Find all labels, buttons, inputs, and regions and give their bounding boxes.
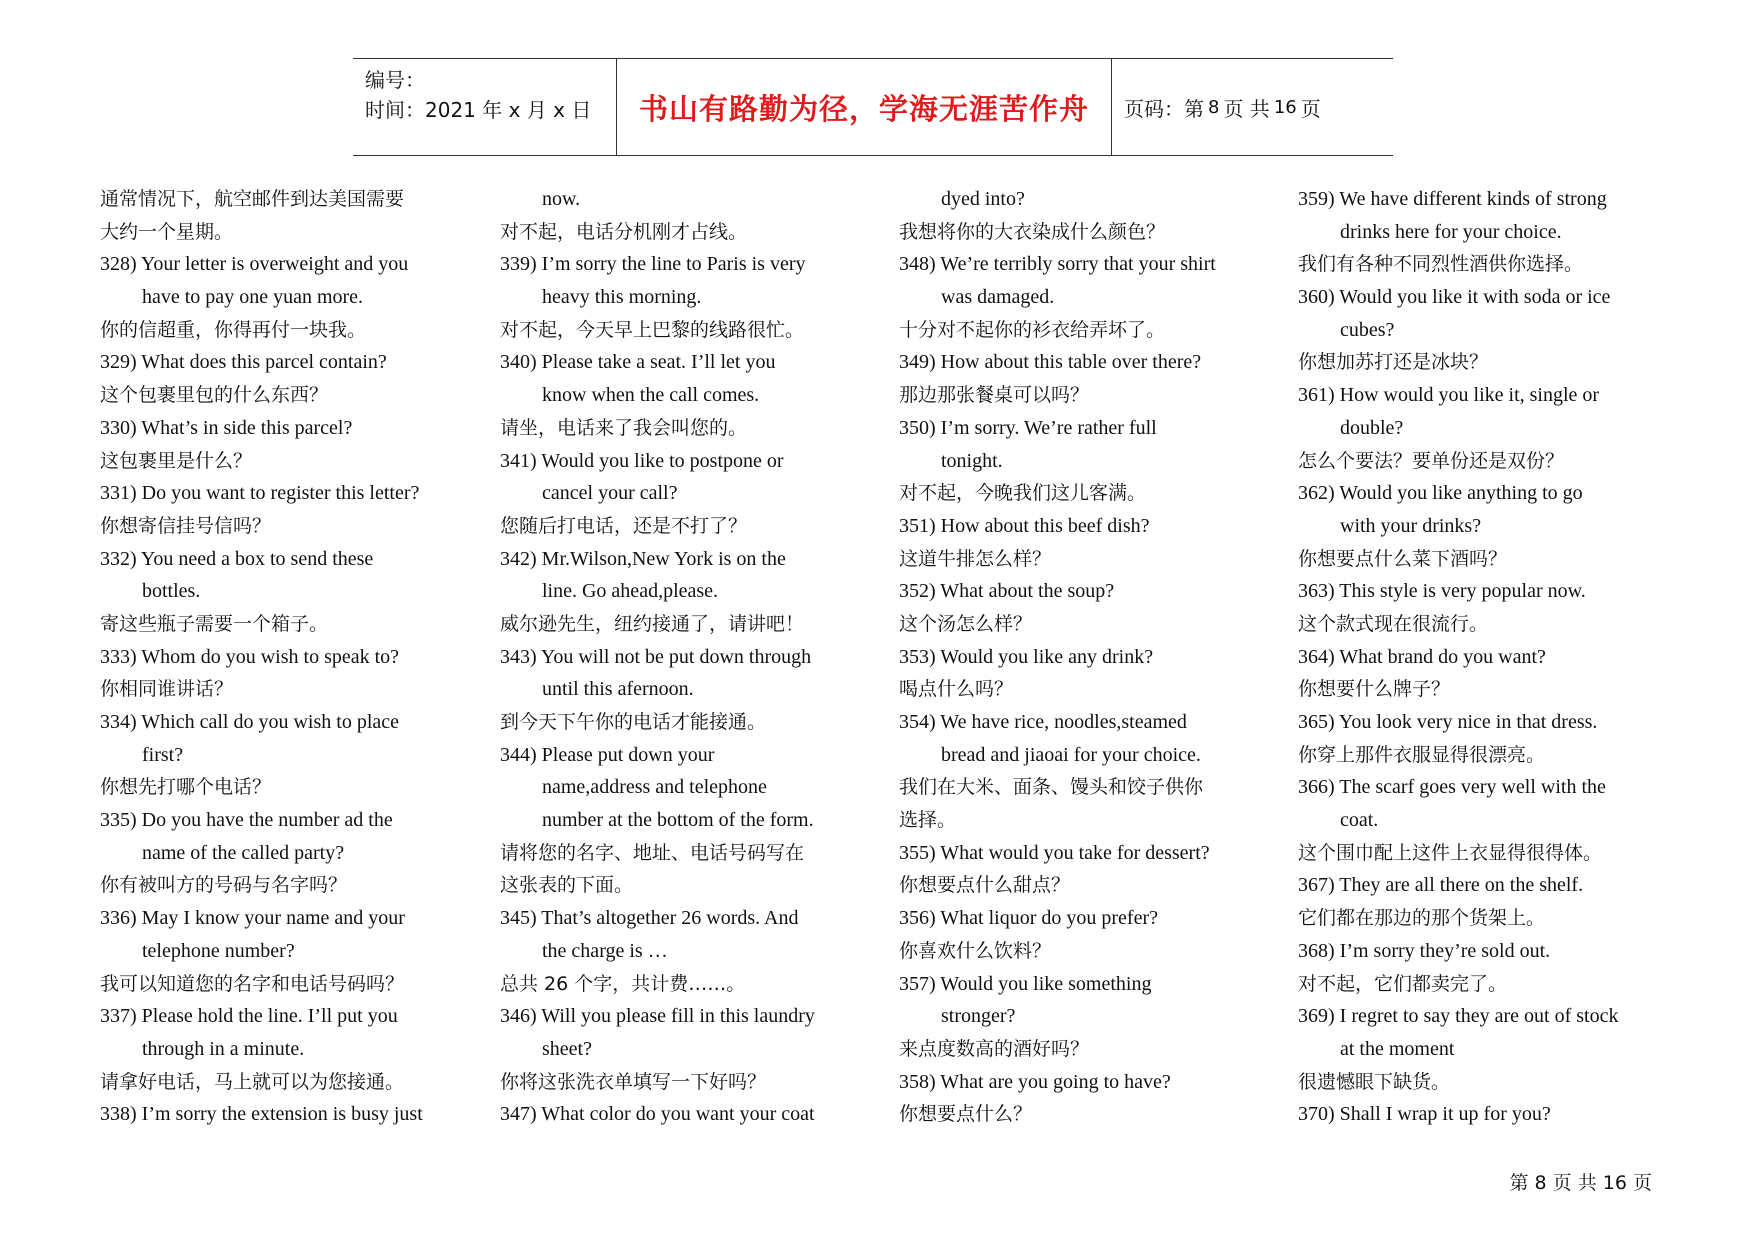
- english-sentence-line: 356) What liquor do you prefer?: [899, 907, 1158, 930]
- chinese-translation-line: 那边那张餐桌可以吗？: [899, 384, 1090, 407]
- page-prefix: 页码：第: [1124, 96, 1204, 121]
- english-sentence-line: 354) We have rice, noodles,steamed: [899, 711, 1187, 733]
- chinese-translation-line: 喝点什么吗？: [899, 678, 1014, 701]
- english-sentence-line: 349) How about this table over there?: [899, 351, 1202, 374]
- chinese-translation-line: 你想要点什么甜点？: [899, 874, 1071, 897]
- chinese-translation-line: 我们在大米、面条、馒头和饺子供你: [899, 776, 1204, 799]
- english-sentence-line: 362) Would you like anything to go: [1298, 482, 1583, 505]
- english-sentence-line: name,address and telephone: [542, 776, 767, 799]
- english-sentence-line: coat.: [1340, 809, 1379, 832]
- header-meta: [353, 59, 617, 155]
- english-sentence-line: have to pay one yuan more.: [142, 286, 364, 309]
- english-sentence-line: 351) How about this beef dish?: [899, 514, 1150, 537]
- page-total: 16: [1273, 96, 1297, 118]
- english-sentence-line: cancel your call?: [542, 482, 678, 505]
- chinese-translation-line: 你想寄信挂号信吗？: [100, 514, 272, 537]
- english-sentence-line: the charge is …: [542, 939, 668, 962]
- header-page-indicator: [1112, 59, 1393, 155]
- english-sentence-line: 358) What are you going to have?: [899, 1070, 1171, 1093]
- chinese-translation-line: 这个包裹里包的什么东西？: [100, 384, 329, 407]
- chinese-translation-line: 你穿上那件衣服显得很漂亮。: [1298, 743, 1546, 766]
- chinese-translation-line: 威尔逊先生，纽约接通了，请讲吧！: [500, 612, 805, 635]
- english-sentence-line: 334) Which call do you wish to place: [100, 711, 400, 733]
- chinese-translation-line: 寄这些瓶子需要一个箱子。: [100, 612, 329, 635]
- english-sentence-line: know when the call comes.: [542, 384, 760, 407]
- chinese-translation-line: 这包裹里是什么？: [100, 449, 253, 472]
- english-sentence-line: 343) You will not be put down through: [500, 645, 812, 668]
- english-sentence-line: 344) Please put down your: [500, 743, 715, 766]
- english-sentence-line: cubes?: [1340, 318, 1395, 341]
- english-sentence-line: 369) I regret to say they are out of stock: [1298, 1005, 1619, 1028]
- chinese-translation-line: 你相同谁讲话？: [100, 678, 234, 701]
- page-mid: 页 共: [1223, 96, 1270, 121]
- english-sentence-line: 328) Your letter is overweight and you: [100, 253, 409, 276]
- chinese-translation-line: 来点度数高的酒好吗？: [899, 1037, 1090, 1060]
- chinese-translation-line: 你喜欢什么饮料？: [899, 939, 1052, 962]
- english-sentence-line: stronger?: [941, 1005, 1016, 1028]
- chinese-translation-line: 你有被叫方的号码与名字吗？: [100, 874, 348, 897]
- english-sentence-line: through in a minute.: [142, 1037, 305, 1060]
- english-sentence-line: 338) I’m sorry the extension is busy just: [100, 1103, 423, 1126]
- chinese-translation-line: 对不起，今晚我们这儿客满。: [899, 482, 1147, 505]
- english-sentence-line: 370) Shall I wrap it up for you?: [1298, 1103, 1551, 1126]
- chinese-translation-line: 选择。: [899, 809, 957, 832]
- chinese-translation-line: 您随后打电话，还是不打了？: [500, 514, 748, 537]
- chinese-translation-line: 通常情况下，航空邮件到达美国需要: [100, 188, 405, 210]
- header-motto: 书山有路勤为径，学海无涯苦作舟: [617, 59, 1112, 155]
- chinese-translation-line: 到今天下午你的电话才能接通。: [500, 711, 767, 733]
- column-3: [899, 183, 1255, 1131]
- english-sentence-line: at the moment: [1340, 1037, 1455, 1060]
- english-sentence-line: 331) Do you want to register this letter?: [100, 482, 420, 505]
- page-current: 8: [1208, 96, 1220, 118]
- english-sentence-line: 350) I’m sorry. We’re rather full: [899, 416, 1157, 439]
- chinese-translation-line: 对不起，它们都卖完了。: [1298, 972, 1508, 995]
- english-sentence-line: 355) What would you take for dessert?: [899, 841, 1210, 864]
- chinese-translation-line: 你想加苏打还是冰块？: [1298, 351, 1489, 374]
- chinese-translation-line: 这个款式现在很流行。: [1298, 612, 1489, 635]
- chinese-translation-line: 你的信超重，你得再付一块我。: [100, 318, 367, 341]
- chinese-translation-line: 我想将你的大衣染成什么颜色？: [899, 220, 1166, 243]
- chinese-translation-line: 请将您的名字、地址、电话号码写在: [500, 841, 805, 864]
- english-sentence-line: number at the bottom of the form.: [542, 809, 814, 832]
- english-sentence-line: 335) Do you have the number ad the: [100, 809, 393, 832]
- chinese-translation-line: 这个汤怎么样？: [899, 612, 1033, 635]
- english-sentence-line: 336) May I know your name and your: [100, 907, 405, 930]
- english-sentence-line: 360) Would you like it with soda or ice: [1298, 286, 1611, 309]
- chinese-translation-line: 大约一个星期。: [100, 220, 234, 243]
- english-sentence-line: 329) What does this parcel contain?: [100, 351, 387, 374]
- footer-suffix: 页: [1632, 1172, 1652, 1194]
- english-sentence-line: 346) Will you please fill in this laundry: [500, 1005, 815, 1028]
- english-sentence-line: 333) Whom do you wish to speak to?: [100, 645, 400, 668]
- english-sentence-line: name of the called party?: [142, 841, 345, 864]
- english-sentence-line: 342) Mr.Wilson,New York is on the: [500, 547, 786, 570]
- english-sentence-line: bottles.: [142, 580, 201, 603]
- chinese-translation-line: 总共 26 个字，共计费……。: [500, 972, 746, 995]
- english-sentence-line: first?: [142, 743, 184, 766]
- chinese-translation-line: 这道牛排怎么样？: [899, 547, 1052, 570]
- english-sentence-line: dyed into?: [941, 188, 1025, 210]
- english-sentence-line: 330) What’s in side this parcel?: [100, 416, 353, 439]
- chinese-translation-line: 我们有各种不同烈性酒供你选择。: [1298, 253, 1584, 276]
- english-sentence-line: telephone number?: [142, 939, 295, 962]
- english-sentence-line: 366) The scarf goes very well with the: [1298, 776, 1606, 799]
- english-sentence-line: 368) I’m sorry they’re sold out.: [1298, 939, 1551, 962]
- document-number-label: 编号：: [365, 68, 425, 92]
- english-sentence-line: now.: [542, 188, 581, 210]
- english-sentence-line: 347) What color do you want your coat: [500, 1103, 815, 1126]
- page-suffix: 页: [1300, 96, 1321, 121]
- english-sentence-line: line. Go ahead,please.: [542, 580, 719, 603]
- footer-mid: 页 共: [1552, 1172, 1597, 1194]
- chinese-translation-line: 我可以知道您的名字和电话号码吗？: [100, 972, 405, 995]
- english-sentence-line: 345) That’s altogether 26 words. And: [500, 907, 799, 930]
- chinese-translation-line: 你想要什么牌子？: [1298, 678, 1451, 701]
- column-4: [1298, 183, 1654, 1131]
- english-sentence-line: bread and jiaoai for your choice.: [941, 743, 1201, 766]
- page-header: [353, 58, 1393, 156]
- english-sentence-line: 341) Would you like to postpone or: [500, 449, 784, 472]
- english-sentence-line: 367) They are all there on the shelf.: [1298, 874, 1584, 897]
- chinese-translation-line: 很遗憾眼下缺货。: [1298, 1070, 1451, 1093]
- chinese-translation-line: 它们都在那边的那个货架上。: [1298, 907, 1546, 930]
- english-sentence-line: heavy this morning.: [542, 286, 702, 309]
- english-sentence-line: until this afernoon.: [542, 678, 694, 701]
- page-footer: [1509, 1168, 1652, 1195]
- column-2: [500, 183, 856, 1131]
- chinese-translation-line: 请坐，电话来了我会叫您的。: [500, 416, 748, 439]
- english-sentence-line: 352) What about the soup?: [899, 580, 1115, 603]
- chinese-translation-line: 对不起，今天早上巴黎的线路很忙。: [500, 318, 805, 341]
- chinese-translation-line: 你想要点什么菜下酒吗？: [1298, 547, 1508, 570]
- footer-total: 16: [1602, 1172, 1627, 1194]
- document-time-label: 时间：2021 年 x 月 x 日: [365, 98, 592, 122]
- chinese-translation-line: 你想先打哪个电话？: [100, 776, 272, 799]
- english-sentence-line: 337) Please hold the line. I’ll put you: [100, 1005, 398, 1028]
- english-sentence-line: double?: [1340, 416, 1404, 439]
- chinese-translation-line: 十分对不起你的衫衣给弄坏了。: [899, 318, 1166, 341]
- english-sentence-line: 340) Please take a seat. I’ll let you: [500, 351, 776, 374]
- chinese-translation-line: 你想要点什么？: [899, 1103, 1033, 1126]
- chinese-translation-line: 对不起，电话分机刚才占线。: [500, 220, 748, 243]
- footer-current: 8: [1534, 1172, 1547, 1194]
- chinese-translation-line: 你将这张洗衣单填写一下好吗？: [500, 1070, 767, 1093]
- english-sentence-line: was damaged.: [941, 286, 1055, 309]
- english-sentence-line: 361) How would you like it, single or: [1298, 384, 1600, 407]
- chinese-translation-line: 请拿好电话，马上就可以为您接通。: [100, 1070, 405, 1093]
- english-sentence-line: sheet?: [542, 1037, 592, 1060]
- english-sentence-line: tonight.: [941, 449, 1003, 472]
- english-sentence-line: 339) I’m sorry the line to Paris is very: [500, 253, 806, 276]
- english-sentence-line: 363) This style is very popular now.: [1298, 580, 1586, 603]
- chinese-translation-line: 怎么个要法？要单份还是双份？: [1298, 449, 1565, 472]
- footer-prefix: 第: [1509, 1172, 1529, 1194]
- english-sentence-line: 365) You look very nice in that dress.: [1298, 711, 1598, 733]
- english-sentence-line: drinks here for your choice.: [1340, 220, 1562, 243]
- chinese-translation-line: 这个围巾配上这件上衣显得很得体。: [1298, 841, 1603, 864]
- chinese-translation-line: 这张表的下面。: [500, 874, 634, 897]
- column-1: [100, 183, 456, 1131]
- english-sentence-line: 348) We’re terribly sorry that your shirt: [899, 253, 1216, 276]
- english-sentence-line: 353) Would you like any drink?: [899, 645, 1154, 668]
- english-sentence-line: with your drinks?: [1340, 514, 1482, 537]
- english-sentence-line: 359) We have different kinds of strong: [1298, 188, 1607, 210]
- english-sentence-line: 332) You need a box to send these: [100, 547, 374, 570]
- english-sentence-line: 357) Would you like something: [899, 972, 1152, 995]
- english-sentence-line: 364) What brand do you want?: [1298, 645, 1546, 668]
